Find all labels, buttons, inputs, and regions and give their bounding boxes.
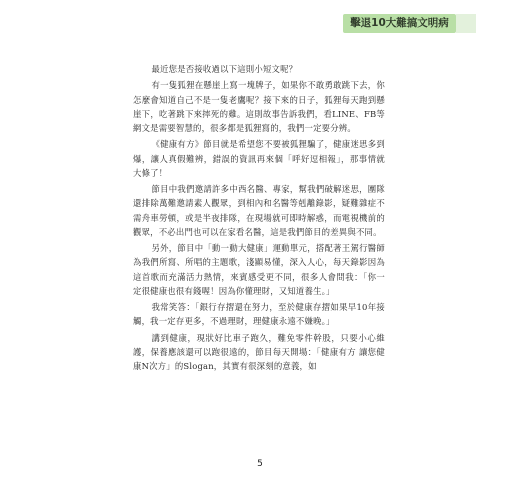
body-text <box>133 62 385 376</box>
chapter-title: 擊退10大難搞文明病 <box>350 17 449 29</box>
paragraph: 另外，節目中「動一動大健康」運動單元，搭配著王駕行醫師為我們所寫、所唱的主題歌，淺顯易懂，深入人心，每天錄影因為這首歌而充滿活力熱情，來賓感受更不同，很多人會問我：「你一定很健康也很有錢喔！因為你懂理財，又知道養生。」 <box>133 243 385 296</box>
paragraph: 最近您是否接收過以下這則小短文呢？ <box>151 64 298 74</box>
paragraph: 《健康有方》節目就是希望您不要被狐狸騙了，健康迷思多到爆，讓人真假難辨，錯誤的資訊再來個「呼好逗相報」，那事情就大條了！ <box>133 139 385 178</box>
paragraph: 講到健康，現狀好比車子跑久，難免零件幹股，只要小心維護，保養應該還可以跑很遠的，節目每天開場：「健康有方 讓您健康N次方」的Slogan，其實有很深刻的意義，如 <box>133 332 385 372</box>
paragraph: 有一隻狐狸在懸崖上寫一塊牌子，如果你不敢勇敢跳下去，你怎麼會知道自己不是一隻老鷹呢？接下來的日子，狐狸每天跑到懸崖下，吃著跳下來摔死的雞。這則故事告訴我們，看LINE、FB等網文是需要智慧的，很多都是狐狸寫的，我們一定要分辨。 <box>133 80 385 133</box>
chapter-header-edge <box>456 14 476 33</box>
paragraph: 我常笑答：「銀行存摺還在努力，至於健康存摺如果早10年接觸，我一定存更多，不過理財，理健康永遠不嫌晚。」 <box>133 302 385 327</box>
page-number: 5 <box>257 459 263 469</box>
paragraph: 節目中我們邀請許多中西名醫、專家，幫我們破解迷思，團隊還排除萬難邀請素人觀眾，到相內和名醫等剋離錄影，疑難雜症不需舟車勞頓，或是半夜排隊，在現場就可即時解惑，而電視機前的觀眾，不必出門也可以在家看名醫，這是我們節目的差異與不同。 <box>133 184 385 237</box>
